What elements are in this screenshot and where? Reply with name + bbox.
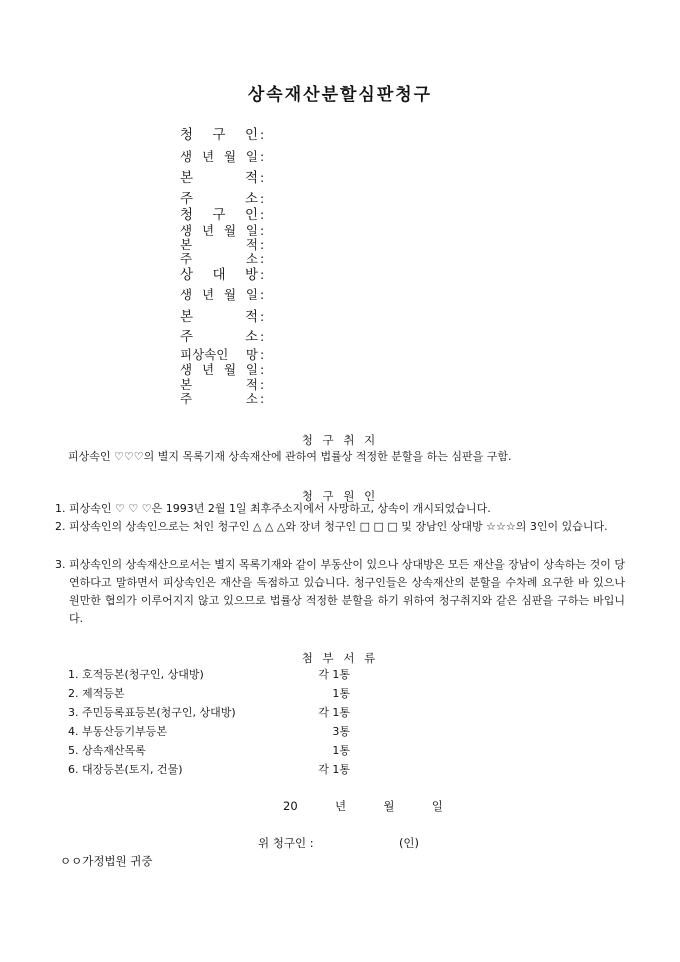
- party-field-row: [180, 171, 264, 185]
- party-field-label: [180, 238, 258, 252]
- party-label-char: 소: [244, 329, 258, 345]
- party-label-char: 구: [212, 207, 226, 223]
- attachment-number: 3.: [68, 706, 79, 719]
- party-field-row: [180, 128, 264, 142]
- cause-item-number: 2.: [55, 520, 66, 533]
- attachment-name: 주민등록표등본(청구인, 상대방): [82, 706, 236, 719]
- party-field-label: [180, 252, 258, 266]
- party-label-char: 구: [212, 127, 226, 143]
- signature-line: [258, 835, 419, 851]
- cause-heading: 청 구 원 인: [301, 489, 379, 503]
- party-label-char: 본: [180, 309, 194, 325]
- date-day-unit: 일: [431, 799, 443, 813]
- attachment-name: 부동산등기부등본: [82, 725, 168, 738]
- party-label-char: 일: [245, 362, 258, 377]
- party-label-char: 생: [180, 223, 193, 238]
- party-label-char: 월: [223, 223, 237, 238]
- signature-seal: (인): [398, 836, 420, 850]
- document-title: 상속재산분할심판청구: [247, 85, 433, 105]
- party-label-char: 생: [180, 287, 193, 302]
- court-addressee: ㅇㅇ가정법원 귀중: [60, 854, 153, 868]
- party-field-colon: :: [260, 237, 265, 252]
- party-field-row: [180, 392, 264, 406]
- attachment-quantity: 각 1통: [318, 706, 350, 719]
- party-field-label: [180, 378, 258, 392]
- party-field-colon: :: [260, 223, 265, 238]
- party-field-row: [180, 192, 264, 206]
- party-field-label: [180, 268, 258, 282]
- date-month-unit: 월: [383, 799, 395, 813]
- attachment-name: 호적등본(청구인, 상대방): [82, 668, 204, 681]
- party-field-colon: :: [260, 127, 265, 142]
- party-label-char: 적: [244, 309, 258, 325]
- party-label-char: 청: [180, 127, 194, 143]
- party-field-colon: :: [260, 377, 265, 392]
- attachment-number: 1.: [68, 668, 79, 681]
- party-field-row: [180, 310, 264, 324]
- party-label-char: 주: [180, 329, 194, 345]
- party-field-colon: :: [260, 362, 265, 377]
- party-field-label: [180, 392, 258, 406]
- party-label-char: 생: [180, 362, 193, 377]
- attachment-number: 6.: [68, 763, 79, 776]
- party-label-char: 년: [201, 362, 215, 377]
- party-field-label: [180, 208, 258, 222]
- party-label-char: 본: [180, 237, 193, 252]
- purpose-heading: 청 구 취 지: [301, 433, 379, 447]
- party-field-colon: :: [260, 191, 265, 206]
- attachment-number: 2.: [68, 687, 79, 700]
- party-label-char: 생: [180, 149, 193, 164]
- party-label-char: 년: [201, 287, 215, 302]
- party-field-label: [180, 128, 258, 142]
- party-field-colon: :: [260, 347, 265, 362]
- cause-item-2: [55, 518, 625, 536]
- party-field-row: [180, 330, 264, 344]
- party-label-char: 월: [223, 149, 237, 164]
- party-field-label: [180, 363, 258, 377]
- cause-item-text: 피상속인 ♡ ♡ ♡은 1993년 2월 1일 최후주소지에서 사망하고, 상속이 개시되었습니다.: [69, 502, 491, 515]
- party-field-colon: :: [260, 391, 265, 406]
- party-field-row: [180, 268, 264, 282]
- party-label-char: 적: [244, 170, 258, 186]
- attachment-quantity: 3통: [332, 725, 350, 738]
- party-field-colon: :: [260, 287, 265, 302]
- party-field-label: [180, 224, 258, 238]
- party-field-colon: :: [260, 149, 265, 164]
- party-field-label: [180, 348, 258, 362]
- party-label-char: 본: [180, 377, 193, 392]
- party-field-colon: :: [260, 267, 265, 282]
- date-year: 20: [283, 799, 298, 813]
- party-label-char: 월: [223, 287, 237, 302]
- attachment-number: 5.: [68, 744, 79, 757]
- signature-label: 위 청구인 :: [258, 836, 314, 850]
- party-field-colon: :: [260, 309, 265, 324]
- party-label-char: 청: [180, 207, 194, 223]
- party-field-colon: :: [260, 329, 265, 344]
- party-field-colon: :: [260, 170, 265, 185]
- attachment-number: 4.: [68, 725, 79, 738]
- party-field-colon: :: [260, 251, 265, 266]
- party-label-char: 대: [212, 267, 226, 283]
- filing-date: [283, 798, 443, 814]
- party-label-char: 주: [180, 251, 193, 266]
- party-field-row: [180, 224, 264, 238]
- party-field-row: [180, 238, 264, 252]
- attachment-name: 대장등본(토지, 건물): [82, 763, 183, 776]
- party-label-char: 일: [245, 149, 258, 164]
- party-field-label: [180, 330, 258, 344]
- cause-item-number: 3.: [55, 558, 66, 571]
- party-field-row: [180, 252, 264, 266]
- party-field-label: [180, 150, 258, 164]
- party-label-char: 소: [245, 251, 258, 266]
- cause-item-3: [55, 556, 625, 628]
- party-label-char: 본: [180, 170, 194, 186]
- party-field-label: [180, 171, 258, 185]
- date-year-unit: 년: [334, 799, 347, 813]
- party-label-char: 망: [245, 347, 258, 362]
- party-field-label: [180, 192, 258, 206]
- purpose-text: 피상속인 ♡♡♡의 별지 목록기재 상속재산에 관하여 법률상 적정한 분할을 하는 심판을 구함.: [68, 450, 512, 463]
- party-field-row: [180, 150, 264, 164]
- party-label-char: 일: [245, 287, 258, 302]
- party-label-char: 년: [201, 149, 215, 164]
- party-label-char: 주: [180, 391, 193, 406]
- party-label-char: 적: [245, 237, 258, 252]
- party-field-label: [180, 310, 258, 324]
- attachments-heading: 첨 부 서 류: [301, 651, 379, 665]
- party-label-char: 적: [245, 377, 258, 392]
- attachment-name: 제적등본: [82, 687, 125, 700]
- party-label-char: 소: [245, 391, 258, 406]
- party-field-row: [180, 378, 264, 392]
- party-label-char: 인: [244, 207, 258, 223]
- cause-item-1: [55, 500, 625, 518]
- party-label-char: 상: [180, 267, 194, 283]
- cause-item-number: 1.: [55, 502, 66, 515]
- party-field-row: [180, 288, 264, 302]
- party-label-char: 월: [223, 362, 237, 377]
- party-label-char: 소: [244, 191, 258, 207]
- party-field-row: [180, 208, 264, 222]
- attachment-quantity: 각 1통: [318, 763, 350, 776]
- party-field-row: [180, 363, 264, 377]
- party-label-char: 피상속인: [180, 347, 229, 362]
- party-label-char: 일: [245, 223, 258, 238]
- party-field-colon: :: [260, 207, 265, 222]
- party-label-char: 인: [244, 127, 258, 143]
- cause-item-text: 피상속인의 상속인으로는 처인 청구인 △ △ △와 장녀 청구인 □ □ □ 및 장남인 상대방 ☆☆☆의 3인이 있습니다.: [69, 520, 608, 533]
- cause-item-text: 피상속인의 상속재산으로서는 별지 목록기재와 같이 부동산이 있으나 상대방은 모든 재산을 장남이 상속하는 것이 당연하다고 말하면서 피상속인은 재산을 독점하고 있습니다. 청구인들은 상속재산의 분할을 수차례 요구한 바 있으나 원만한 협의가 이루어지지 않고 있으므로 법률상 적정한 분할을 하기 위하여 청구취지와 같은 심판을 구하는 바입니다.: [69, 558, 625, 625]
- attachment-quantity: 1통: [332, 687, 350, 700]
- party-label-char: 주: [180, 191, 194, 207]
- party-field-row: [180, 348, 264, 362]
- party-field-label: [180, 288, 258, 302]
- party-label-char: 방: [244, 267, 258, 283]
- attachment-name: 상속재산목록: [82, 744, 146, 757]
- attachment-quantity: 각 1통: [318, 668, 350, 681]
- attachment-quantity: 1통: [332, 744, 350, 757]
- party-label-char: 년: [201, 223, 215, 238]
